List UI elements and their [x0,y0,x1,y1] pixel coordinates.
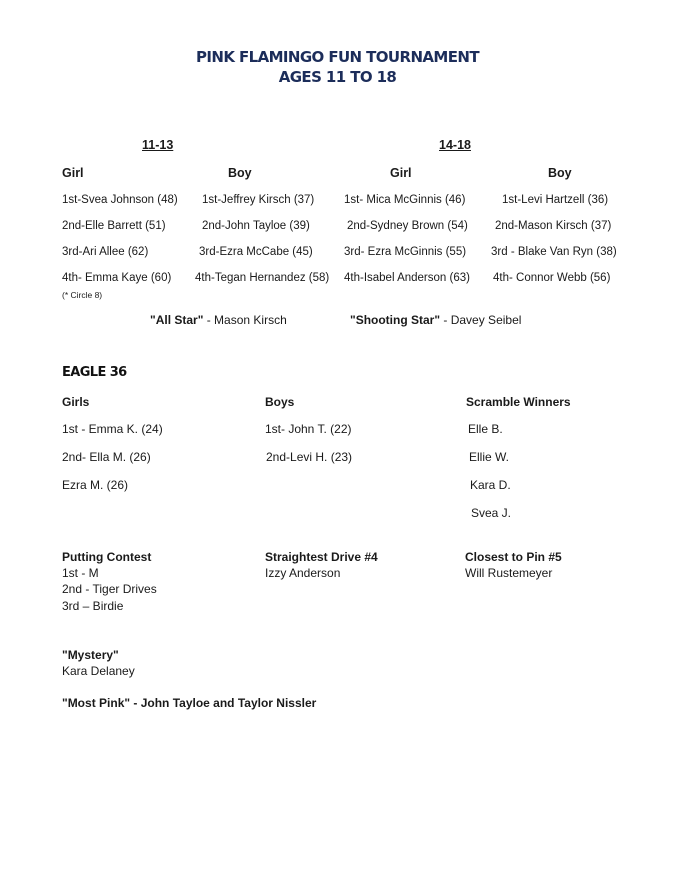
page-subtitle: AGES 11 TO 18 [278,68,397,86]
all-star-label: "All Star" [150,313,204,327]
col-heading-11-13-boy: Boy [228,166,252,180]
straightest-drive-heading: Straightest Drive #4 [265,550,378,564]
col-heading-11-13-girl: Girl [62,166,84,180]
shooting-star-value: - Davey Seibel [440,313,522,327]
closest-to-pin-heading: Closest to Pin #5 [465,550,562,564]
list-item: 3rd - Blake Van Ryn (38) [491,246,617,258]
list-item: 2nd-Elle Barrett (51) [62,220,166,232]
list-item: 3rd-Ezra McCabe (45) [199,246,313,258]
list-item: 1st - Emma K. (24) [62,422,163,436]
list-item: Svea J. [471,506,512,520]
list-item: 1st- Mica McGinnis (46) [344,194,466,206]
list-item: 2nd-Levi H. (23) [266,450,353,464]
shooting-star-label: "Shooting Star" [350,313,441,327]
list-item: 4th-Tegan Hernandez (58) [195,272,330,284]
mystery-heading: "Mystery" [62,648,119,662]
list-item: 4th- Emma Kaye (60) [62,272,172,284]
footnote: (* Circle 8) [62,290,103,300]
all-star-value: - Mason Kirsch [203,313,287,327]
col-heading-14-18-boy: Boy [548,166,572,180]
col-heading-14-18-girl: Girl [390,166,412,180]
list-item: 3rd – Birdie [62,599,124,613]
list-item: 3rd-Ari Allee (62) [62,246,149,258]
list-item: Elle B. [468,422,503,436]
list-item: 1st-Svea Johnson (48) [62,194,178,206]
scramble-winners-heading: Scramble Winners [466,395,571,409]
list-item: 4th- Connor Webb (56) [493,272,611,284]
list-item: 1st-Levi Hartzell (36) [502,194,609,206]
list-item: 2nd-Mason Kirsch (37) [495,220,612,232]
list-item: Ezra M. (26) [62,478,129,492]
list-item: Kara D. [470,478,511,492]
putting-contest-heading: Putting Contest [62,550,152,564]
list-item: 2nd - Tiger Drives [62,582,157,596]
list-item: 1st- John T. (22) [265,422,352,436]
most-pink-award: "Most Pink" - John Tayloe and Taylor Nissler [62,696,317,710]
list-item: Izzy Anderson [265,566,341,580]
list-item: Will Rustemeyer [465,566,553,580]
list-item: 1st - M [62,566,99,580]
list-item: 3rd- Ezra McGinnis (55) [344,246,467,258]
list-item: 1st-Jeffrey Kirsch (37) [202,194,315,206]
list-item: 4th-Isabel Anderson (63) [344,272,470,284]
mystery-value: Kara Delaney [62,664,135,678]
eagle36-boys-heading: Boys [265,395,295,409]
list-item: Ellie W. [469,450,510,464]
section-title-eagle36: EAGLE 36 [62,365,127,380]
list-item: 2nd-Sydney Brown (54) [347,220,468,232]
list-item: 2nd-John Tayloe (39) [202,220,310,232]
shooting-star-award [350,313,521,327]
all-star-award [150,313,287,327]
list-item: 2nd- Ella M. (26) [62,450,151,464]
age-group-14-18-label: 14-18 [439,138,471,152]
page-title: PINK FLAMINGO FUN TOURNAMENT [196,48,479,66]
age-group-11-13-label: 11-13 [142,138,174,152]
eagle36-girls-heading: Girls [62,395,90,409]
